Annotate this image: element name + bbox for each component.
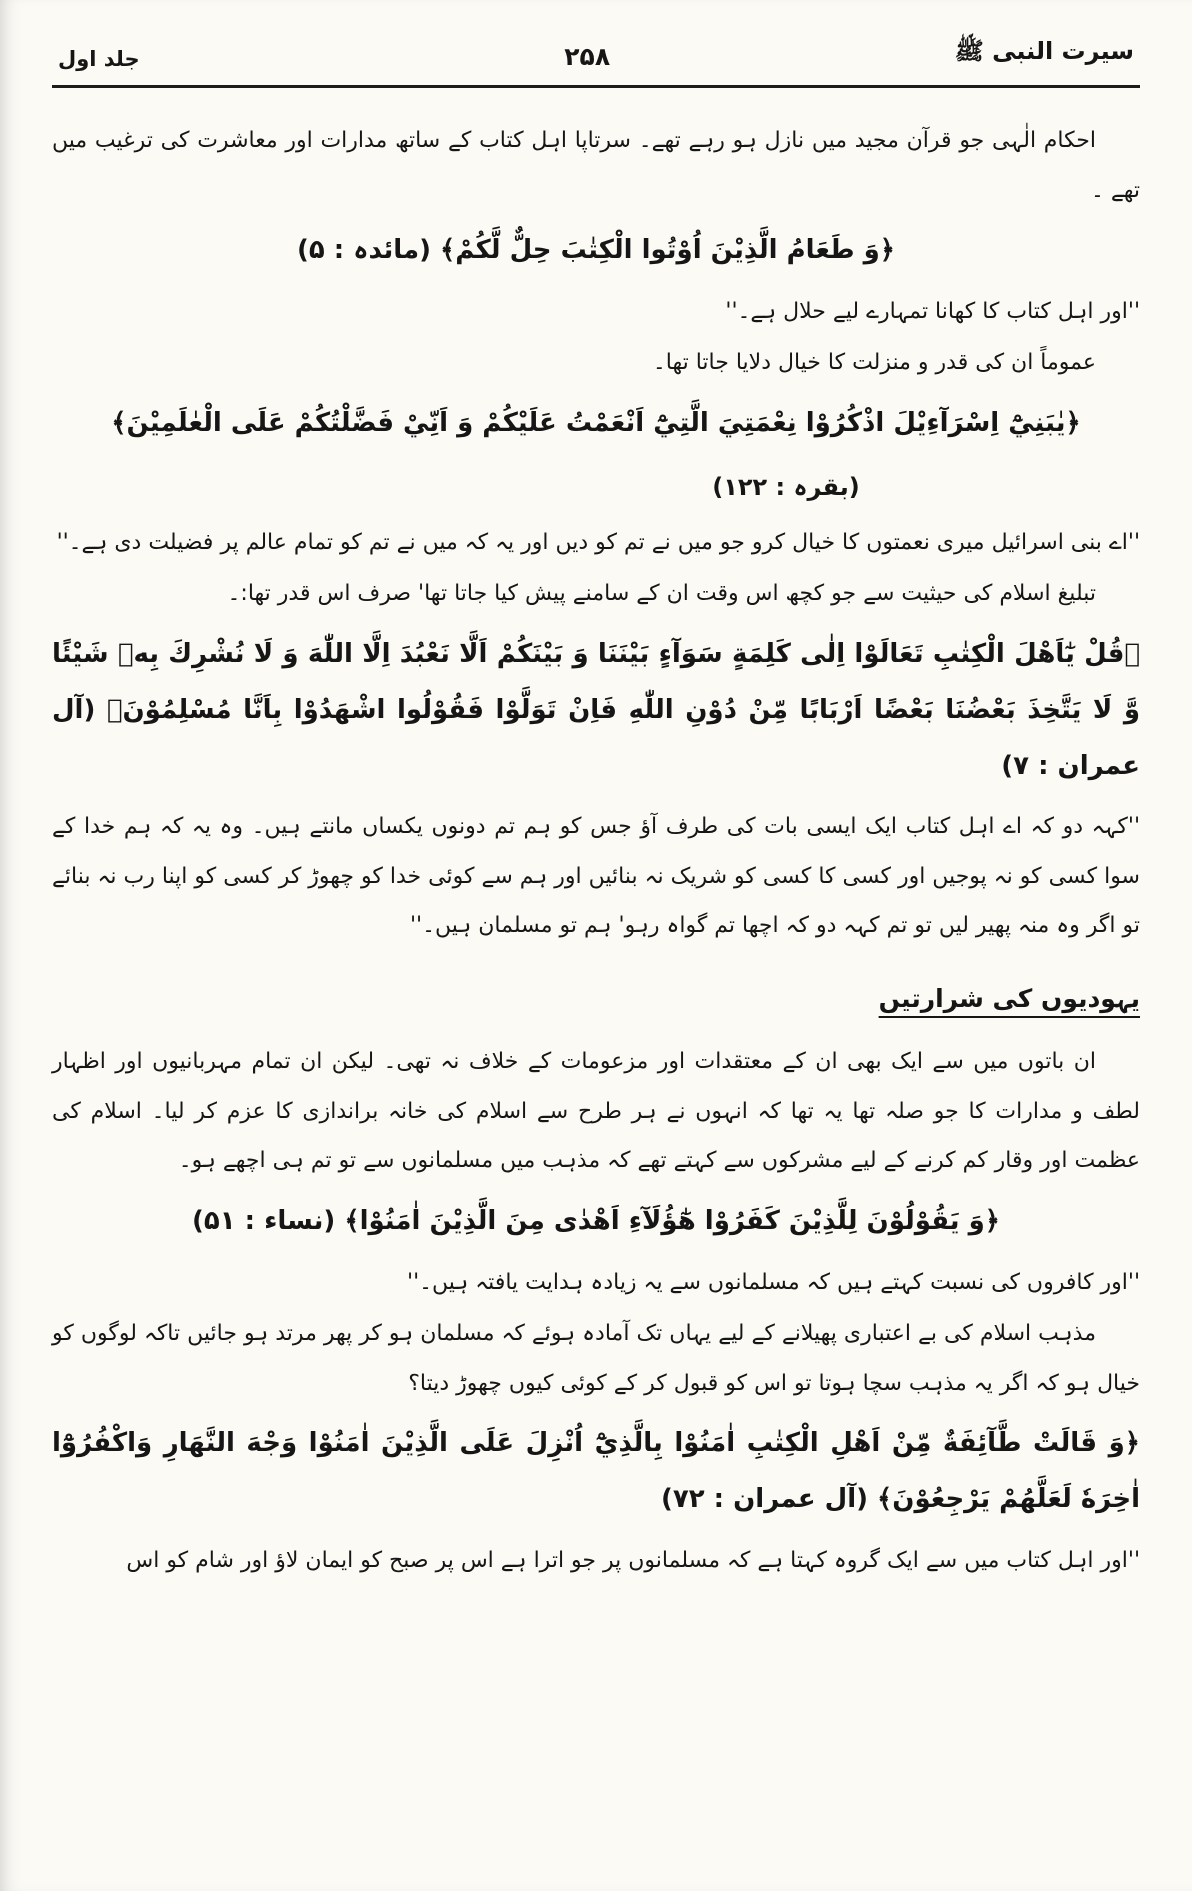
verse-translation: ''کہہ دو کہ اے اہل کتاب ایک ایسی بات کی طرف آؤ جس کو ہم تم دونوں یکساں مانتے ہیں۔ وہ یہ کہ ہم خدا کے سوا کسی کو نہ پوجیں اور کسی کا کسی کو شریک نہ بنائیں اور ہم سے کوئی خدا کو چھوڑ کر کسی کو اپنا رب نہ بنائے تو اگر وہ منہ پھیر لیں تو تم کہہ دو کہ اچھا تم گواہ رہو' ہم تو مسلمان ہیں۔'': [52, 814, 1140, 939]
quran-verse: ﴿وَ يَقُوْلُوْنَ لِلَّذِيْنَ كَفَرُوْا هٰٓؤُلَآءِ اَهْدٰى مِنَ الَّذِيْنَ اٰمَنُوْا﴾ (نساء : ۵۱): [191, 1205, 1000, 1236]
verse-translation: ''اور اہل کتاب کا کھانا تمہارے لیے حلال ہے۔'': [725, 298, 1140, 324]
section-heading: یہودیوں کی شرارتیں: [878, 983, 1140, 1013]
verse-reference: (بقرہ : ۱۲۲): [712, 472, 860, 501]
quran-verse: ﴿وَ طَعَامُ الَّذِيْنَ اُوْتُوا الْكِتٰبَ حِلٌّ لَّكُمْ﴾ (مائدہ : ۵): [296, 235, 896, 265]
body-paragraph: مذہب اسلام کی بے اعتباری پھیلانے کے لیے یہاں تک آمادہ ہوئے کہ مسلمان ہو کر پھر مرتد ہو جائیں تاکہ لوگوں کو خیال ہو کہ اگر یہ مذہب سچا ہوتا تو اس کو قبول کر کے کوئی کیوں چھوڑ دیتا؟: [52, 1321, 1140, 1396]
verse-translation: ''اے بنی اسرائیل میری نعمتوں کا خیال کرو جو میں نے تم کو دیں اور یہ کہ میں نے تم کو تمام عالم پر فضیلت دی ہے۔'': [56, 529, 1140, 555]
body-paragraph: ان باتوں میں سے ایک بھی ان کے معتقدات اور مزعومات کے خلاف نہ تھی۔ لیکن ان تمام مہربانیوں اور اظہار لطف و مدارات کا جو صلہ تھا یہ تھا کہ انہوں نے ہر طرح سے اسلام کی خانہ براندازی کا عزم کر لیا۔ اسلام کی عظمت اور وقار کم کرنے کے لیے مشرکوں سے کہتے تھے کہ مذہب میں مسلمانوں سے تو تم ہی اچھے ہو۔: [52, 1049, 1140, 1174]
verse-translation: ''اور اہل کتاب میں سے ایک گروہ کہتا ہے کہ مسلمانوں پر جو اترا ہے اس پر صبح کو ایمان لاؤ اور شام کو اس: [126, 1547, 1140, 1573]
page-content: [52, 88, 1140, 1585]
quran-verse: ﴿قُلْ يٰٓاَهْلَ الْكِتٰبِ تَعَالَوْا اِلٰى كَلِمَةٍ سَوَآءٍ بَيْنَنَا وَ بَيْنَكُمْ اَلَّا نَعْبُدَ اِلَّا اللّٰهَ وَ لَا نُشْرِكَ بِهٖ شَيْئًا وَّ لَا يَتَّخِذَ بَعْضُنَا بَعْضًا اَرْبَابًا مِّنْ دُوْنِ اللّٰهِ فَاِنْ تَوَلَّوْا فَقُوْلُوا اشْهَدُوْا بِاَنَّا مُسْلِمُوْنَ﴾ (آل عمران : ۷): [52, 638, 1140, 781]
body-paragraph: احکام الٰہی جو قرآن مجید میں نازل ہو رہے تھے۔ سرتاپا اہل کتاب کے ساتھ مدارات اور معاشرت کی ترغیب میں تھے ۔: [52, 128, 1140, 203]
body-paragraph: تبلیغ اسلام کی حیثیت سے جو کچھ اس وقت ان کے سامنے پیش کیا جاتا تھا' صرف اس قدر تھا:۔: [227, 581, 1096, 607]
verse-translation: ''اور کافروں کی نسبت کہتے ہیں کہ مسلمانوں سے یہ زیادہ ہدایت یافتہ ہیں۔'': [407, 1269, 1140, 1295]
page-number: ۲۵۸: [564, 42, 611, 71]
quran-verse: ﴿وَ قَالَتْ طَّآئِفَةٌ مِّنْ اَهْلِ الْكِتٰبِ اٰمَنُوْا بِالَّذِيْٓ اُنْزِلَ عَلَى الَّذِيْنَ اٰمَنُوْا وَجْهَ النَّهَارِ وَاكْفُرُوْٓا اٰخِرَهٗ لَعَلَّهُمْ يَرْجِعُوْنَ﴾ (آل عمران : ۷۲): [52, 1428, 1140, 1514]
body-paragraph: عموماً ان کی قدر و منزلت کا خیال دلایا جاتا تھا۔: [652, 350, 1096, 376]
page-header: [52, 30, 1140, 88]
volume-label: جلد اول: [58, 47, 140, 71]
quran-verse: ﴿يٰبَنِيْٓ اِسْرَآءِيْلَ اذْكُرُوْا نِعْمَتِيَ الَّتِيْٓ اَنْعَمْتُ عَلَيْكُمْ وَ اَنِّيْ فَضَّلْتُكُمْ عَلَى الْعٰلَمِيْنَ﴾: [111, 407, 1081, 438]
book-title: سیرت النبی ﷺ: [954, 37, 1134, 65]
